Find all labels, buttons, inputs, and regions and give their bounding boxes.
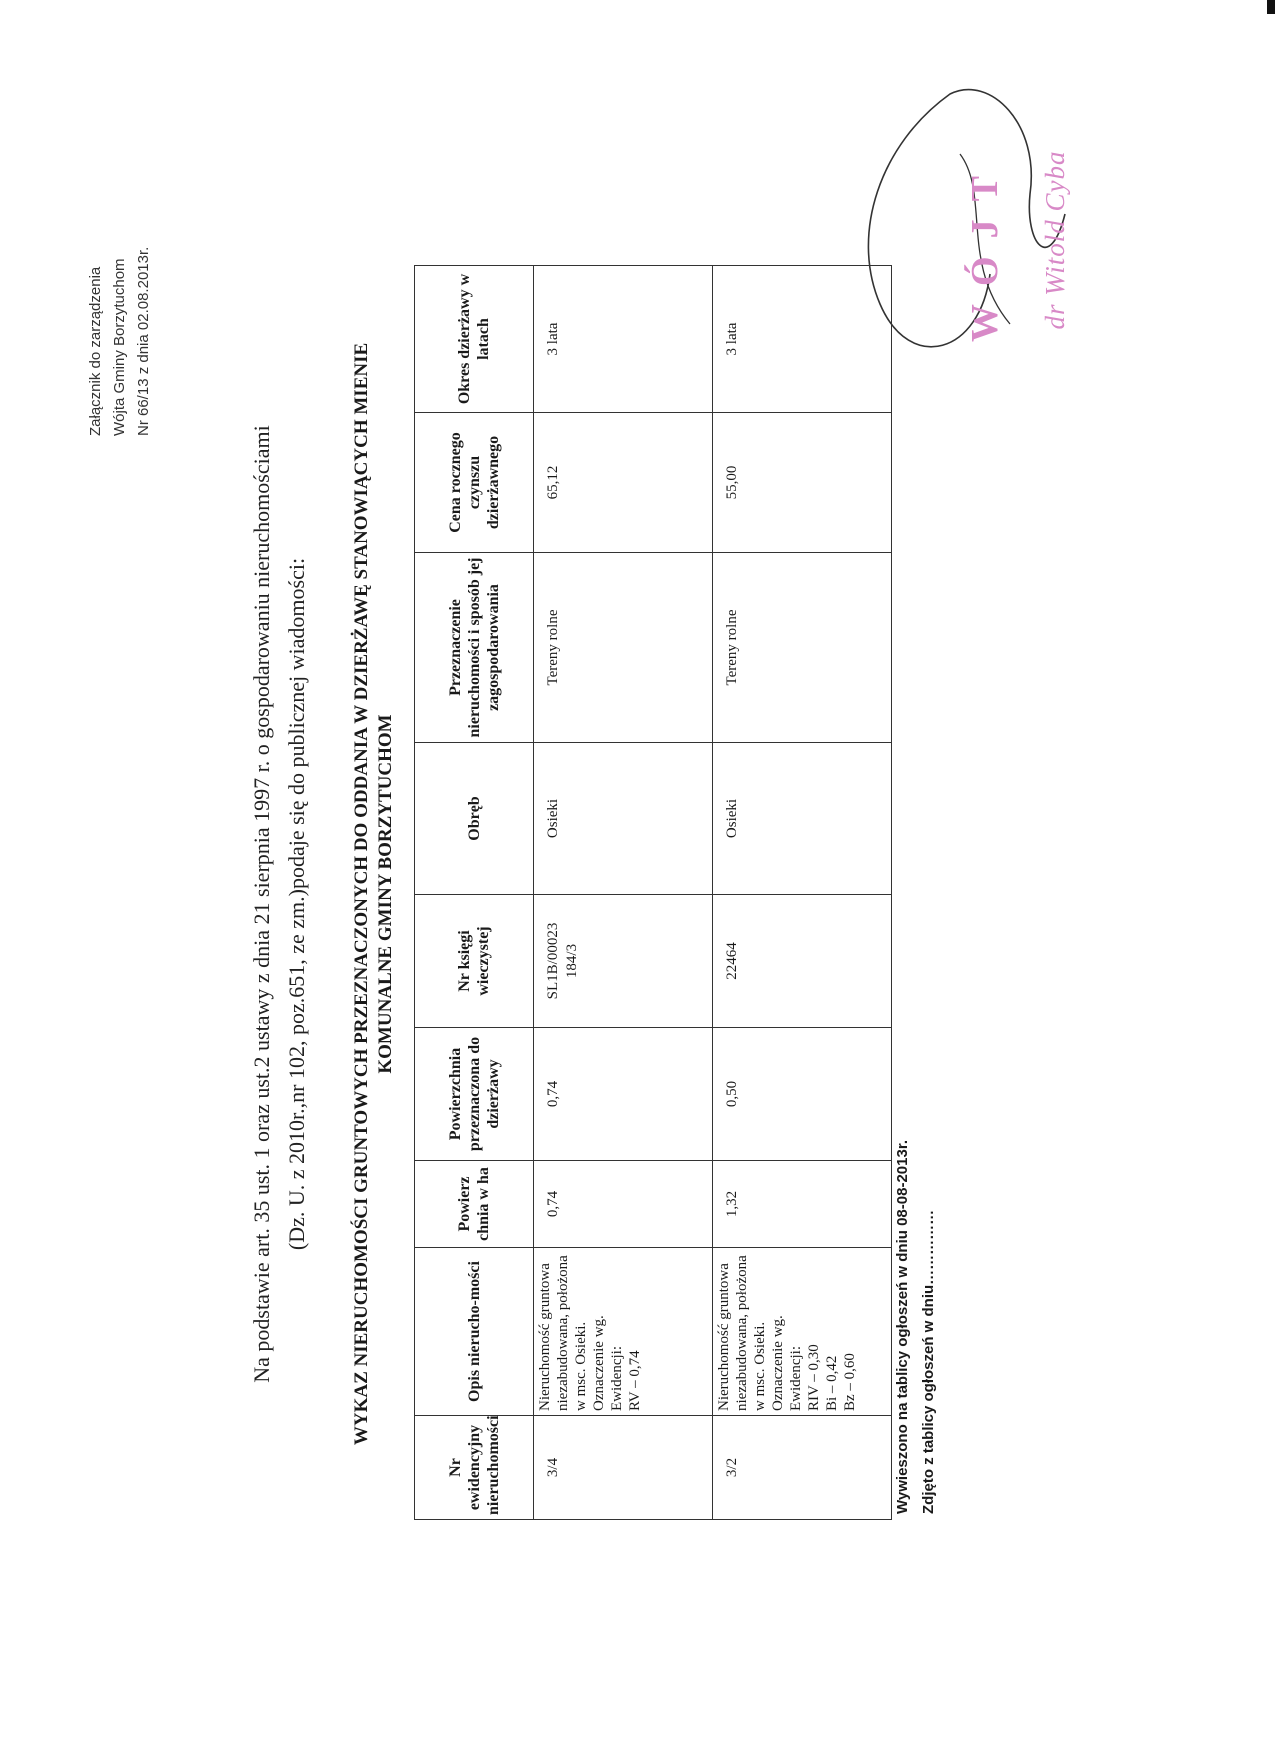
header-ksiega-wieczysta: Nr księgi wieczystej	[415, 895, 534, 1028]
header-powierzchnia: Powierz chnia w ha	[415, 1161, 534, 1248]
header-okres: Okres dzierżawy w latach	[415, 266, 534, 413]
cell-opis	[534, 1248, 713, 1416]
posted-note: Wywieszono na tablicy ogłoszeń w dniu 08-08-2013r.	[894, 1140, 911, 1514]
cell-opis-line: RIV – 0,30	[806, 1344, 822, 1411]
annex-reference	[84, 247, 156, 436]
cell-opis-line: Oznaczenie wg.	[591, 1315, 607, 1411]
cell-nr: 3/4	[534, 1416, 713, 1520]
cell-ksiega-wieczysta	[534, 895, 713, 1028]
cell-kw-line-1: 22464	[724, 942, 740, 980]
cell-powierzchnia-dzierzawy: 0,50	[713, 1028, 892, 1161]
cell-opis-line: Ewidencji:	[609, 1346, 625, 1411]
cell-obreb: Osieki	[534, 743, 713, 895]
cell-okres: 3 lata	[534, 266, 713, 413]
annex-line-3: Nr 66/13 z dnia 02.08.2013r.	[135, 246, 152, 436]
cell-opis-line: Oznaczenie wg.	[770, 1315, 786, 1411]
posting-notes	[890, 1140, 942, 1514]
annex-line-2: Wójta Gminy Borzytuchom	[111, 258, 128, 436]
cell-opis-line: Ewidencji:	[788, 1346, 804, 1411]
removed-note: Zdjęto z tablicy ogłoszeń w dniu……………	[920, 1209, 937, 1514]
legal-basis-line-2: (Dz. U. z 2010r.,nr 102, poz.651, ze zm.)podaje się do publicznej wiadomości:	[284, 557, 309, 1251]
cell-kw-line-2: 184/3	[564, 943, 580, 979]
header-opis: Opis nierucho-mości	[415, 1248, 534, 1416]
cell-przeznaczenie: Tereny rolne	[713, 553, 892, 743]
cell-opis-line: Bi – 0,42	[824, 1355, 840, 1411]
document-title-line-2: KOMUNALNE GMINY BORZYTUCHOM	[375, 714, 396, 1074]
header-cena: Cena rocznego czynszu dzierżawnego	[415, 413, 534, 553]
cell-cena: 55,00	[713, 413, 892, 553]
cell-powierzchnia-dzierzawy: 0,74	[534, 1028, 713, 1161]
cell-obreb: Osieki	[713, 743, 892, 895]
table-row	[534, 266, 713, 1520]
table-row	[713, 266, 892, 1520]
stamp-signer: dr Witold Cyba	[1040, 150, 1070, 330]
cell-okres: 3 lata	[713, 266, 892, 413]
cell-opis	[713, 1248, 892, 1416]
cell-opis-line: RV – 0,74	[627, 1350, 643, 1411]
property-table	[414, 265, 892, 1520]
cell-opis-line: Nieruchomość gruntowa	[716, 1263, 732, 1411]
cell-powierzchnia: 0,74	[534, 1161, 713, 1248]
cell-kw-line-1: SL1B/00023	[545, 922, 561, 1000]
header-powierzchnia-dzierzawy: Powierzchnia przeznaczona do dzierżawy	[415, 1028, 534, 1161]
document-title-line-1: WYKAZ NIERUCHOMOŚCI GRUNTOWYCH PRZEZNACZONYCH DO ODDANIA W DZIERŻAWĘ STANOWIĄCYCH MIENIE	[351, 342, 372, 1446]
table-header-row	[415, 266, 534, 1520]
cell-opis-line: niezabudowana, położona	[555, 1255, 571, 1411]
header-obreb: Obręb	[415, 743, 534, 895]
cell-opis-line: w msc. Osieki.	[752, 1321, 768, 1411]
annex-line-1: Załącznik do zarządzenia	[87, 266, 104, 436]
stamp-office: WÓJT	[964, 158, 1006, 342]
header-przeznaczenie: Przeznaczenie nieruchomości i sposób jej zagospodarowania	[415, 553, 534, 743]
cell-nr: 3/2	[713, 1416, 892, 1520]
document-title	[350, 244, 398, 1544]
cell-powierzchnia: 1,32	[713, 1161, 892, 1248]
legal-basis	[244, 204, 314, 1604]
cell-opis-line: niezabudowana, położona	[734, 1255, 750, 1411]
header-nr: Nr ewidencyjny nieruchomości	[415, 1416, 534, 1520]
cell-cena: 65,12	[534, 413, 713, 553]
cell-opis-line: Nieruchomość gruntowa	[537, 1263, 553, 1411]
cell-opis-line: w msc. Osieki.	[573, 1321, 589, 1411]
legal-basis-line-1: Na podstawie art. 35 ust. 1 oraz ust.2 ustawy z dnia 21 sierpnia 1997 r. o gospodarowaniu nieruchomościami	[249, 425, 274, 1383]
cell-opis-line: Bz – 0,60	[842, 1353, 858, 1411]
cell-przeznaczenie: Tereny rolne	[534, 553, 713, 743]
cell-ksiega-wieczysta	[713, 895, 892, 1028]
